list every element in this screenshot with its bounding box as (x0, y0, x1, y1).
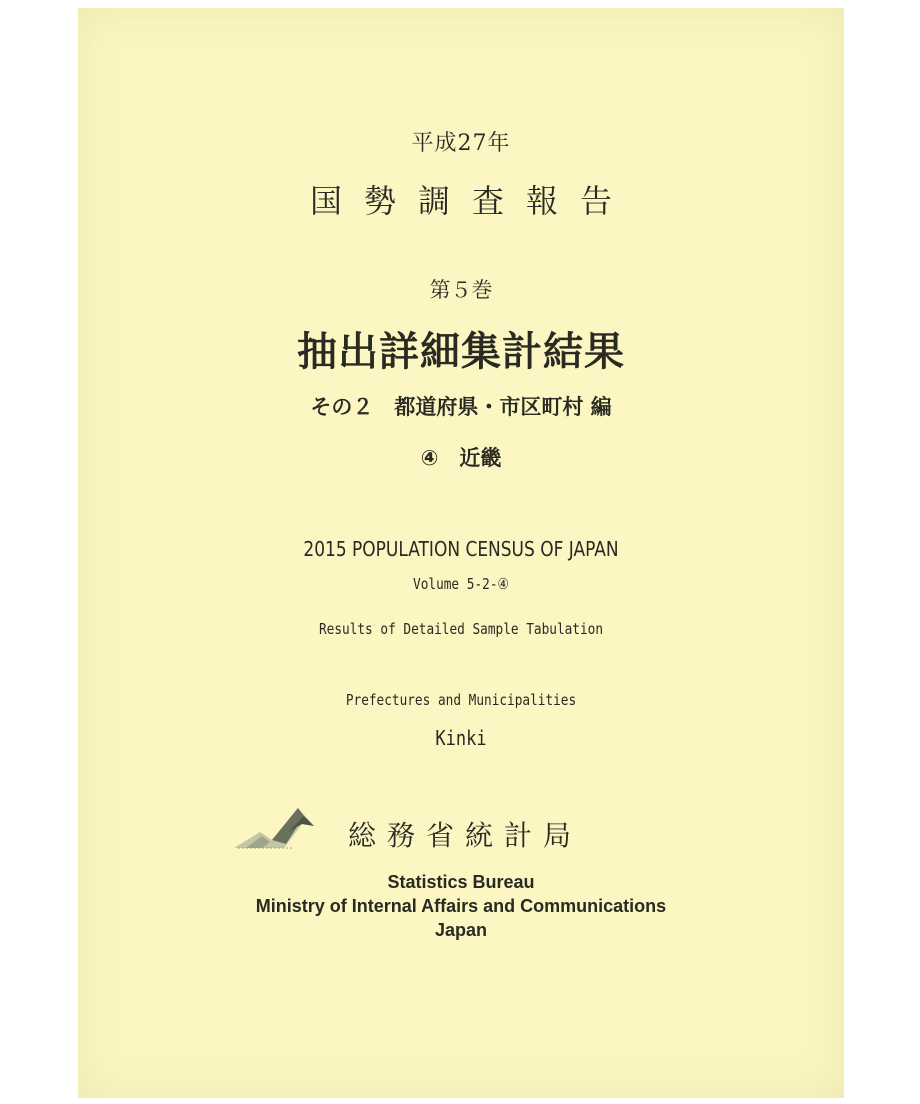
document-cover (78, 8, 844, 1098)
bureau-name-jp: 総務省統計局 (348, 819, 583, 852)
results-title-en: Results of Detailed Sample Tabulation (318, 620, 604, 638)
report-title-jp: 国勢調査報告 (309, 182, 634, 220)
region-en: Kinki (435, 726, 487, 750)
volume-number-en: Volume 5-2-④ (413, 575, 509, 593)
region-jp: ④ 近畿 (420, 446, 502, 470)
country-name-en: Japan (434, 920, 488, 940)
census-title-en: 2015 POPULATION CENSUS OF JAPAN (303, 537, 619, 561)
bureau-name-en: Statistics Bureau (387, 872, 535, 892)
statistics-bureau-logo-icon (232, 802, 316, 850)
volume-number-jp: 第５巻 (429, 278, 493, 302)
main-title-jp: 抽出詳細集計結果 (297, 329, 625, 375)
part-title-en: Prefectures and Municipalities (345, 691, 577, 709)
ministry-name-en: Ministry of Internal Affairs and Communications (255, 896, 667, 916)
era-year: 平成27年 (411, 131, 511, 156)
part-title-jp: その２ 都道府県・市区町村 編 (310, 395, 612, 419)
